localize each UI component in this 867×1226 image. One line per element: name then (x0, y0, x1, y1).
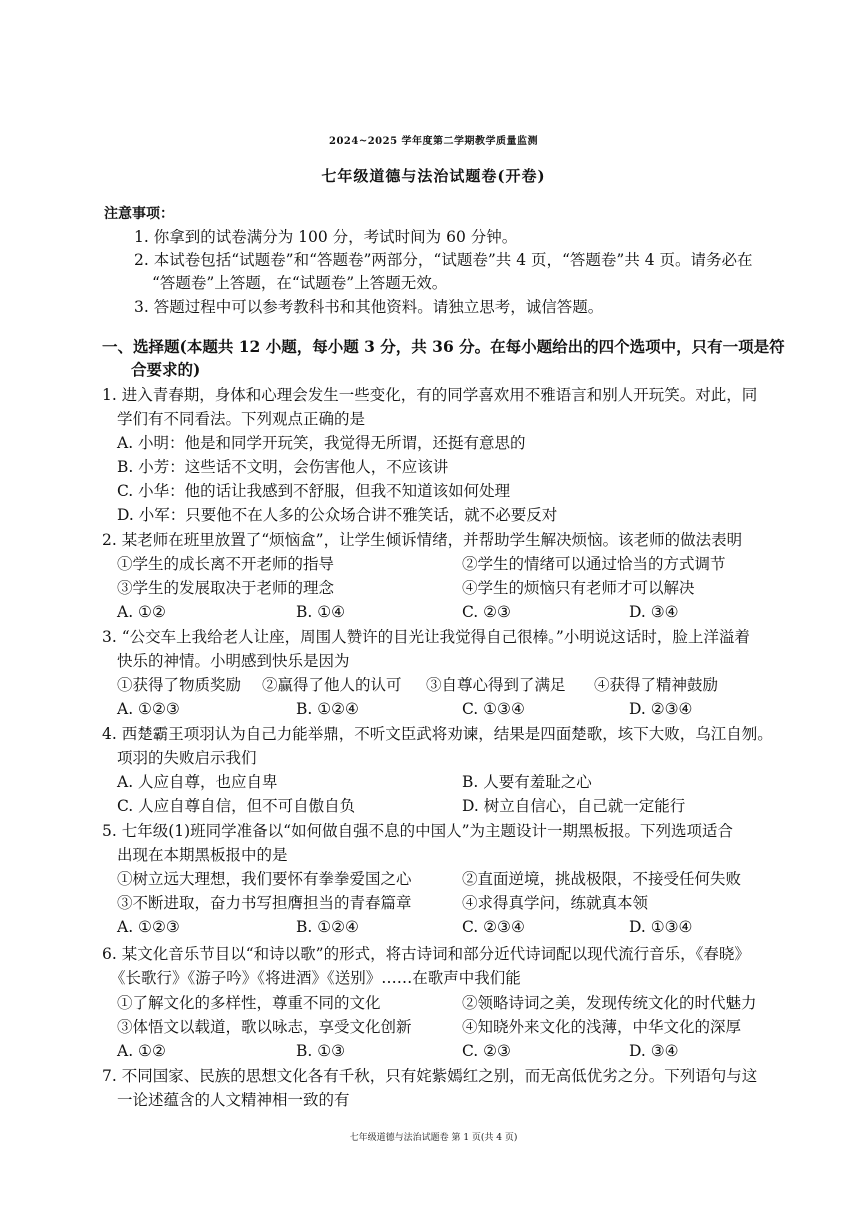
q6-statement-3: ③体悟文以载道，歌以咏志，享受文化创新 (117, 1018, 412, 1036)
q1-stem-cont: 学们有不同看法。下列观点正确的是 (117, 410, 366, 428)
q1-option-a: A. 小明：他是和同学开玩笑，我觉得无所谓，还挺有意思的 (117, 434, 526, 452)
q5-statement-1: ①树立远大理想，我们要怀有拳拳爱国之心 (117, 870, 412, 888)
q2-option-a: A. ①② (117, 603, 166, 621)
q1-stem: 1. 进入青春期，身体和心理会发生一些变化，有的同学喜欢用不雅语言和别人开玩笑。对此，同 (102, 386, 758, 404)
q5-statement-4: ④求得真学问，练就真本领 (462, 894, 649, 912)
page-footer: 七年级道德与法治试题卷 第 1 页(共 4 页) (349, 1133, 518, 1143)
q2-stem: 2. 某老师在班里放置了“烦恼盒”，让学生倾诉情绪，并帮助学生解决烦恼。该老师的做法表明 (102, 531, 743, 549)
q4-stem-cont: 项羽的失败启示我们 (117, 749, 257, 767)
q6-statement-1: ①了解文化的多样性，尊重不同的文化 (117, 994, 381, 1012)
q2-option-d: D. ③④ (629, 603, 679, 621)
q3-statement-4: ④获得了精神鼓励 (594, 676, 719, 694)
q4-option-d: D. 树立自信心，自己就一定能行 (462, 797, 686, 815)
q6-statement-4: ④知晓外来文化的浅薄，中华文化的深厚 (462, 1018, 742, 1036)
exam-title-line2: 七年级道德与法治试题卷(开卷) (321, 167, 546, 185)
q2-option-c: C. ②③ (462, 603, 511, 621)
q5-option-d: D. ①③④ (629, 918, 693, 936)
notice-item-1: 1. 你拿到的试卷满分为 100 分，考试时间为 60 分钟。 (134, 228, 518, 246)
notice-item-2: 2. 本试卷包括“试题卷”和“答题卷”两部分，“试题卷”共 4 页，“答题卷”共 4 页。请务必在 (134, 251, 753, 269)
q5-stem-cont: 出现在本期黑板报中的是 (117, 846, 288, 864)
q1-option-b: B. 小芳：这些话不文明，会伤害他人，不应该讲 (117, 458, 449, 476)
q2-statement-3: ③学生的发展取决于老师的理念 (117, 579, 335, 597)
q6-option-d: D. ③④ (629, 1042, 679, 1060)
q4-option-b: B. 人要有羞耻之心 (462, 773, 592, 791)
q4-option-a: A. 人应自尊，也应自卑 (117, 773, 278, 791)
q5-option-c: C. ②③④ (462, 918, 525, 936)
q3-option-b: B. ①②④ (296, 700, 359, 718)
q2-statement-2: ②学生的情绪可以通过恰当的方式调节 (462, 555, 726, 573)
q6-option-c: C. ②③ (462, 1042, 511, 1060)
q3-stem-cont: 快乐的神情。小明感到快乐是因为 (117, 652, 350, 670)
q5-stem: 5. 七年级(1)班同学准备以“如何做自强不息的中国人”为主题设计一期黑板报。下列选项适合 (102, 822, 734, 840)
section-heading: 一、选择题(本题共 12 小题，每小题 3 分，共 36 分。在每小题给出的四个选项中，只有一项是符 (102, 337, 785, 356)
q3-statement-2: ②赢得了他人的认可 (262, 676, 402, 694)
q3-option-c: C. ①③④ (462, 700, 525, 718)
q5-statement-2: ②直面逆境，挑战极限，不接受任何失败 (462, 870, 742, 888)
q1-option-c: C. 小华：他的话让我感到不舒服，但我不知道该如何处理 (117, 482, 511, 500)
q6-stem-cont: 《长歌行》《游子吟》《将进酒》《送别》……在歌声中我们能 (110, 969, 521, 987)
notice-item-3: 3. 答题过程中可以参考教科书和其他资料。请独立思考，诚信答题。 (134, 298, 604, 316)
q6-option-a: A. ①② (117, 1042, 166, 1060)
q2-statement-1: ①学生的成长离不开老师的指导 (117, 555, 335, 573)
exam-title-line1: 2024~2025 学年度第二学期教学质量监测 (328, 136, 539, 147)
q6-stem: 6. 某文化音乐节目以“和诗以歌”的形式，将古诗词和部分近代诗词配以现代流行音乐，《春晓》 (102, 945, 750, 963)
q5-statement-3: ③不断进取，奋力书写担膺担当的青春篇章 (117, 894, 412, 912)
q3-option-a: A. ①②③ (117, 700, 180, 718)
q3-option-d: D. ②③④ (629, 700, 693, 718)
section-heading-cont: 合要求的) (131, 360, 201, 379)
q5-option-b: B. ①②④ (296, 918, 359, 936)
q3-stem: 3. “公交车上我给老人让座，周围人赞许的目光让我觉得自己很棒。”小明说这话时，脸上洋溢着 (102, 628, 750, 646)
q6-option-b: B. ①③ (296, 1042, 346, 1060)
q3-statement-1: ①获得了物质奖励 (117, 676, 242, 694)
q2-statement-4: ④学生的烦恼只有老师才可以解决 (462, 579, 695, 597)
q4-option-c: C. 人应自尊自信，但不可自傲自负 (117, 797, 356, 815)
notice-heading: 注意事项： (104, 206, 174, 222)
q7-stem-cont: 一论述蕴含的人文精神相一致的有 (117, 1091, 350, 1109)
q6-statement-2: ②领略诗词之美，发现传统文化的时代魅力 (462, 994, 757, 1012)
q3-statement-3: ③自尊心得到了满足 (426, 676, 566, 694)
q5-option-a: A. ①②③ (117, 918, 180, 936)
notice-item-2-cont: “答题卷”上答题，在“试题卷”上答题无效。 (152, 274, 448, 292)
q2-option-b: B. ①④ (296, 603, 346, 621)
q4-stem: 4. 西楚霸王项羽认为自己力能举鼎，不听文臣武将劝谏，结果是四面楚歌，垓下大败，乌江自刎。 (102, 725, 773, 743)
q1-option-d: D. 小军：只要他不在人多的公众场合讲不雅笑话，就不必要反对 (117, 506, 558, 524)
q7-stem: 7. 不同国家、民族的思想文化各有千秋，只有姹紫嫣红之别，而无高低优劣之分。下列语句与这 (102, 1067, 758, 1085)
